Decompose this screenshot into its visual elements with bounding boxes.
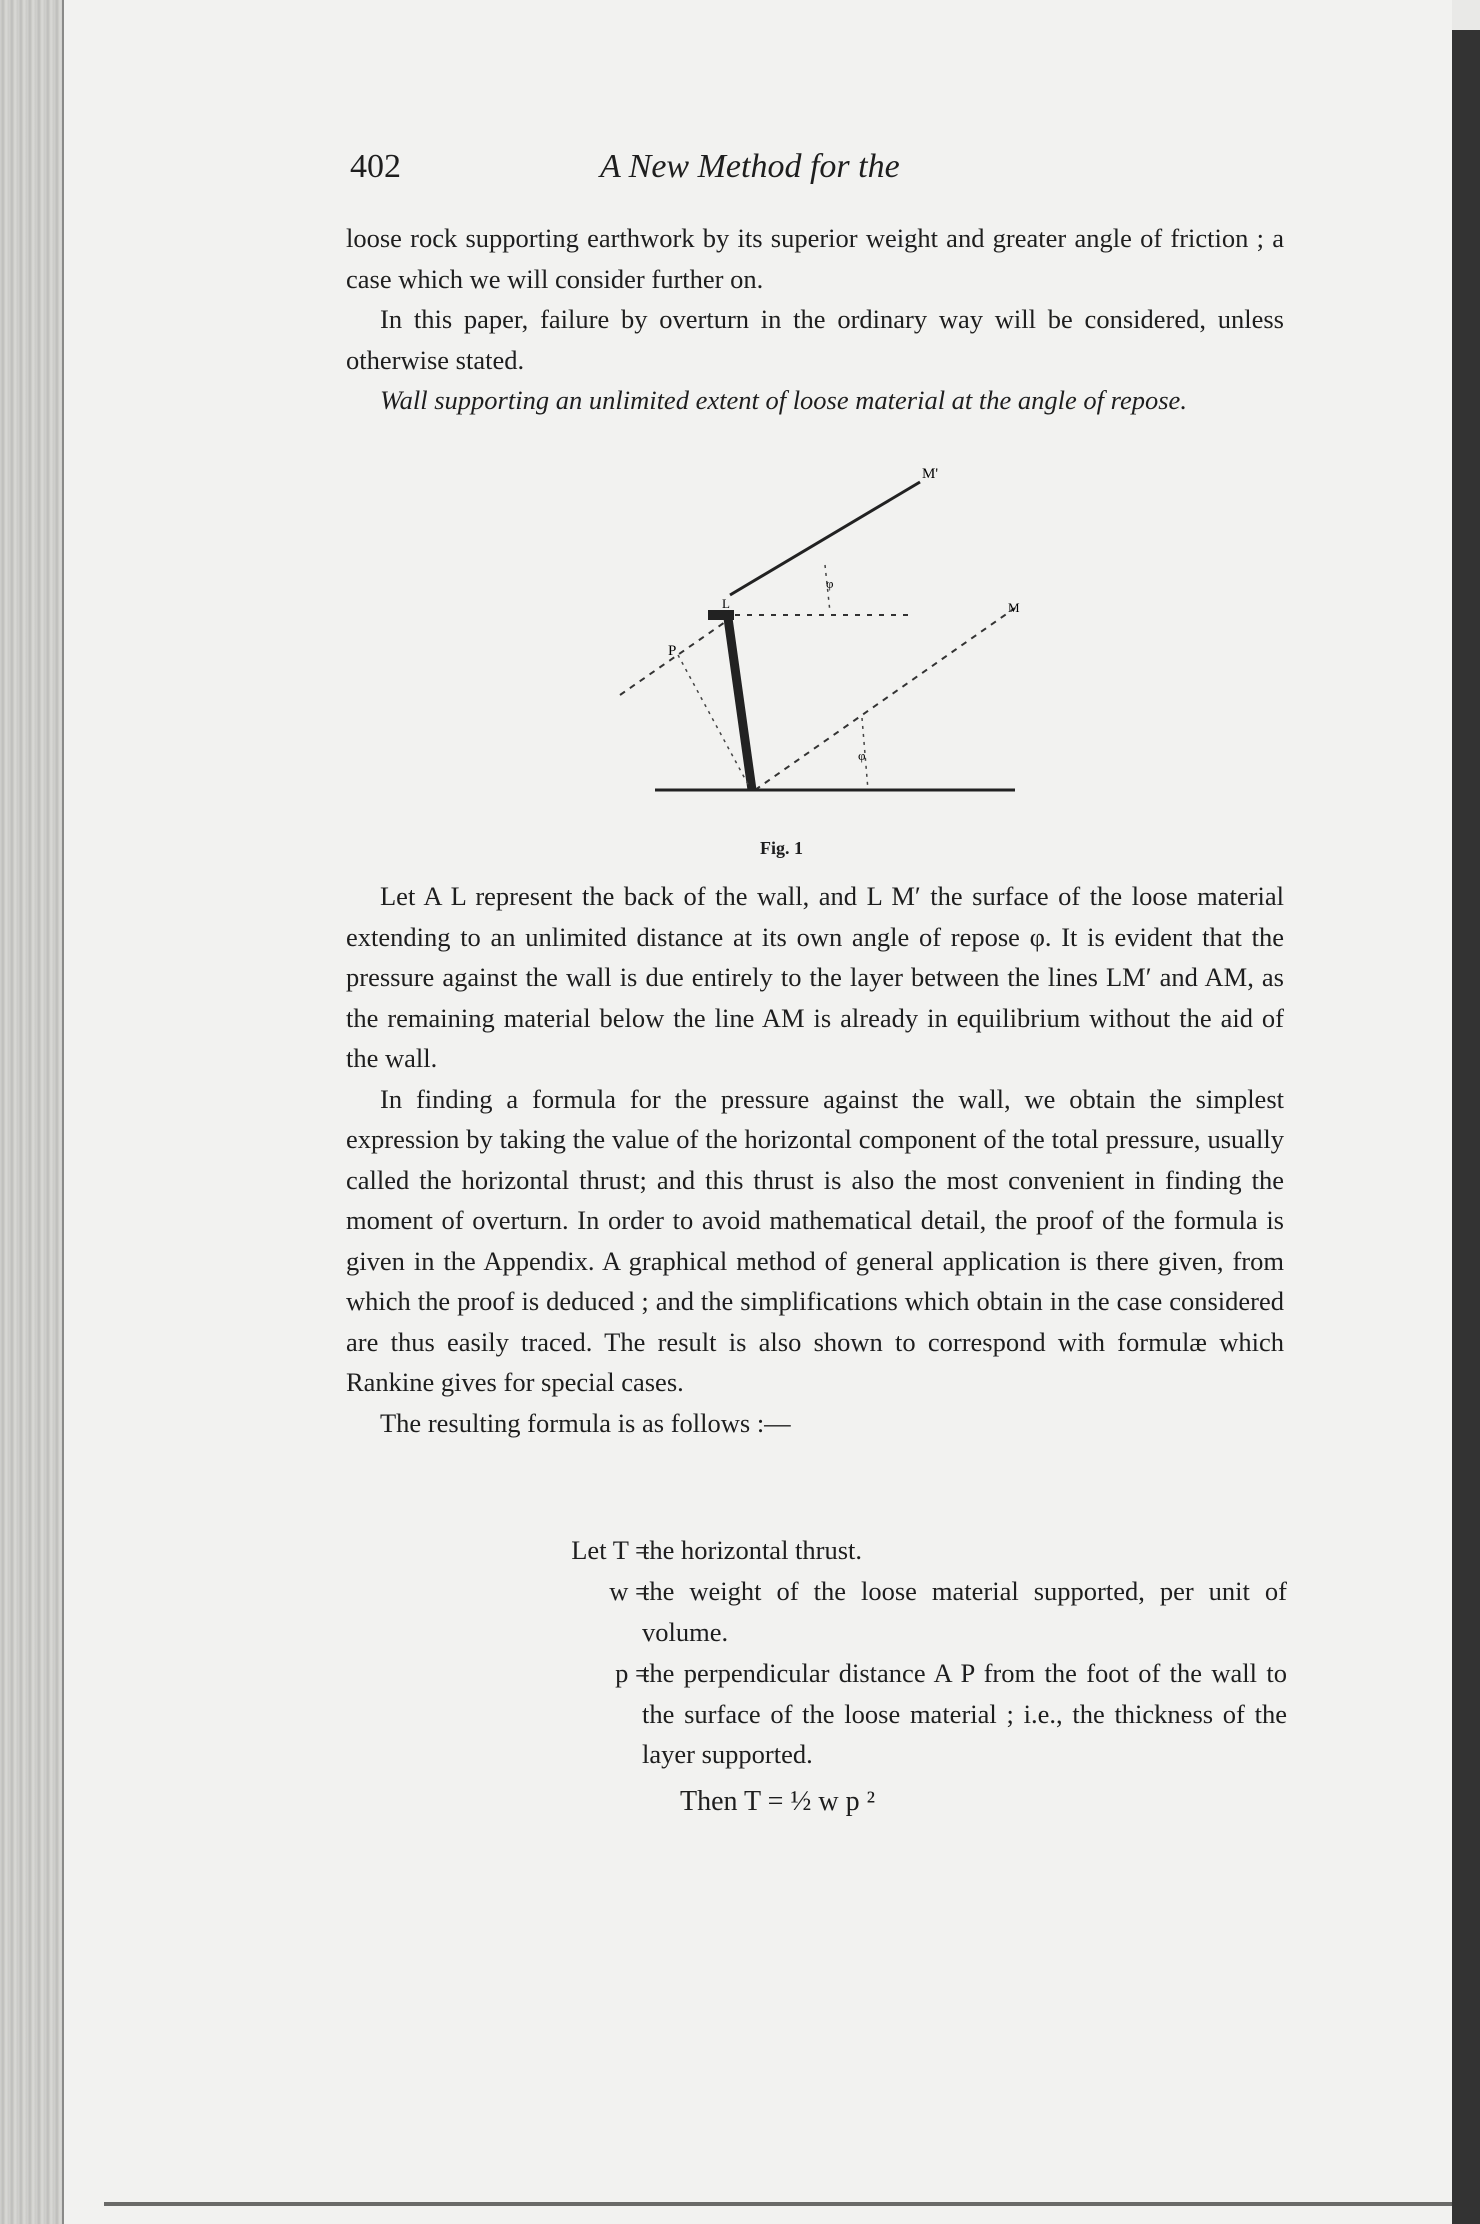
definition-symbol: p =: [615, 1658, 650, 1688]
definition-text: the horizontal thrust.: [642, 1535, 863, 1565]
definition-text: the perpendicular distance A P from the foot of the wall to the surface of the loose material ; i.e., the thickness of the layer supported.: [642, 1658, 1287, 1769]
label-m: M: [1008, 600, 1020, 615]
figure-caption: Fig. 1: [760, 838, 803, 858]
text-middle: [346, 876, 1284, 1443]
figure-1-diagram: [600, 460, 1040, 880]
paragraph: The resulting formula is as follows :—: [380, 1407, 791, 1438]
text-top: [346, 218, 1284, 421]
label-m-prime: M': [922, 466, 939, 482]
definition-symbol: Let T =: [571, 1535, 650, 1565]
line-lm-prime: [730, 482, 920, 595]
section-heading: Wall supporting an unlimited extent of loose material at the angle of repose.: [380, 385, 1187, 415]
page-number: 402: [350, 148, 401, 185]
scan-dark-border: [1452, 30, 1480, 2224]
paragraph: In finding a formula for the pressure against the wall, we obtain the simplest expression by taking the value of the horizontal component of the total pressure, usually called the horizontal thrust; and this thrust is also the most convenient in finding the moment of overturn. In order to avoid mathematical detail, the proof of the formula is given in the Appendix. A graphical method of general application is there given, from which the proof is deduced ; and the simplifications which obtain in the case considered are thus easily traced. The result is also shown to correspond with formulæ which Rankine gives for special cases.: [346, 1083, 1284, 1397]
definition-w: [500, 1571, 1290, 1653]
running-title: A New Method for the: [600, 148, 900, 185]
definition-symbol: w =: [609, 1576, 650, 1606]
wall-al: [728, 618, 752, 790]
page-header: [350, 148, 1280, 198]
label-l: L: [722, 596, 730, 611]
formula-result: Then T = ½ w p ²: [680, 1786, 876, 1817]
line-am: [755, 608, 1015, 790]
definition-t: [500, 1530, 1290, 1571]
paragraph: loose rock supporting earthwork by its superior weight and greater angle of friction ; a case which we will consider further on.: [346, 223, 1284, 294]
book-page-stack: [0, 0, 70, 2224]
definition-p: [500, 1653, 1290, 1775]
paragraph: In this paper, failure by overturn in the ordinary way will be considered, unless otherwise stated.: [346, 304, 1284, 375]
label-phi-lower: φ: [858, 748, 866, 763]
definition-text: the weight of the loose material supported, per unit of volume.: [642, 1576, 1287, 1647]
paragraph: Let A L represent the back of the wall, and L M′ the surface of the loose material extending to an unlimited distance at its own angle of repose φ. It is evident that the pressure against the wall is due entirely to the layer between the lines LM′ and AM, as the remaining material below the line AM is already in equilibrium without the aid of the wall.: [346, 881, 1284, 1073]
label-phi-upper: φ: [826, 576, 834, 591]
page-bottom-edge: [104, 2202, 1452, 2206]
label-p: P: [668, 643, 677, 659]
